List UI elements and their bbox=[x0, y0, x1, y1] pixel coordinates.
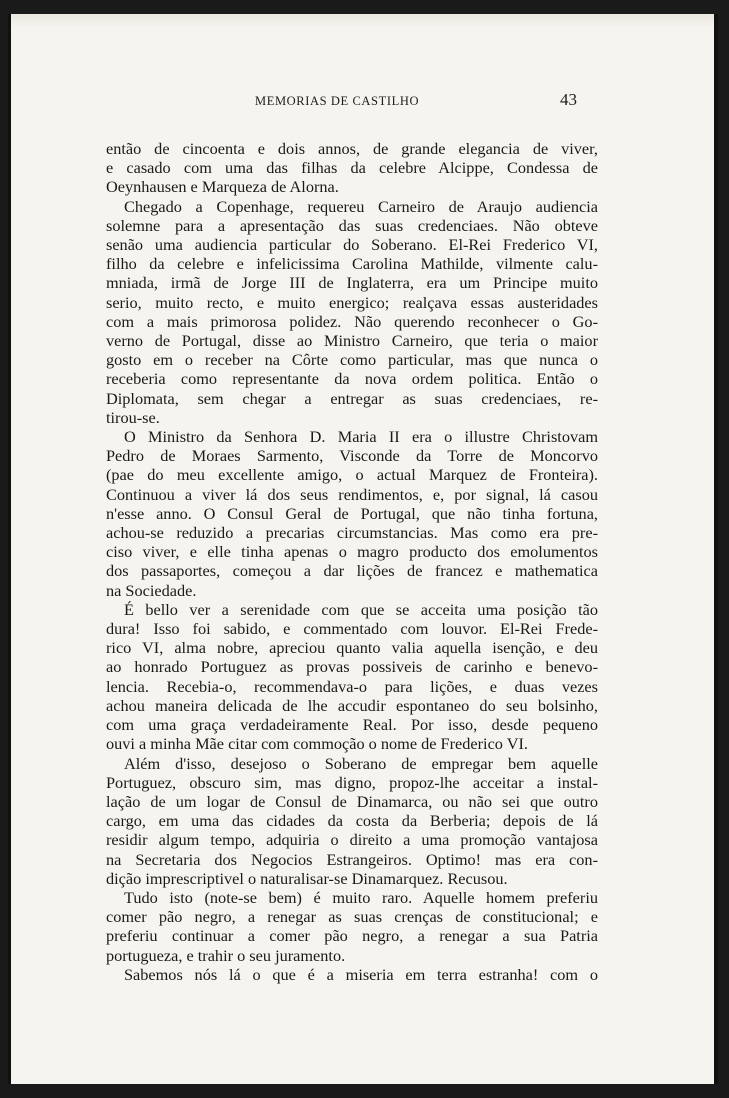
text-line: dura! Isso foi sabido, e commentado com louvor. El-Rei Frede- bbox=[106, 619, 598, 639]
text-line: Continuou a viver lá dos seus rendimentos, e, por signal, lá casou bbox=[106, 484, 598, 504]
text-line: Diplomata, sem chegar a entregar as suas credenciaes, re- bbox=[106, 388, 598, 408]
text-line: mniada, irmã de Jorge III de Inglaterra, era um Principe muito bbox=[106, 273, 598, 293]
text-line: Portuguez, obscuro sim, mas digno, propoz-lhe acceitar a instal- bbox=[106, 772, 598, 792]
text-line: na Sociedade. bbox=[106, 580, 197, 600]
text-line: achou-se reduzido a precarias circumstancias. Mas como era pre- bbox=[106, 523, 598, 543]
text-line: (pae do meu excellente amigo, o actual Marquez de Fronteira). bbox=[106, 465, 598, 485]
text-line: achou maneira delicada de lhe accudir espontaneo do seu bolsinho, bbox=[106, 695, 598, 715]
body-text bbox=[106, 139, 598, 984]
text-line: rico VI, alma nobre, apreciou quanto valia aquella isenção, e deu bbox=[106, 638, 598, 658]
text-line: Além d'isso, desejoso o Soberano de empregar bem aquelle bbox=[124, 753, 598, 773]
text-line: Oeynhausen e Marqueza de Alorna. bbox=[106, 177, 339, 197]
text-line: dos passaportes, começou a dar lições de francez e mathematica bbox=[106, 561, 598, 581]
text-line: Pedro de Moraes Sarmento, Visconde da Torre de Moncorvo bbox=[106, 446, 598, 466]
text-line: Sabemos nós lá o que é a miseria em terra estranha! com o bbox=[124, 964, 598, 984]
book-page bbox=[8, 14, 718, 1084]
text-line: então de cincoenta e dois annos, de grande elegancia de viver, bbox=[106, 139, 598, 158]
text-line: cargo, em uma das cidades da costa da Berberia; depois de lá bbox=[106, 811, 598, 831]
running-title: MEMORIAS DE CASTILHO bbox=[255, 94, 420, 108]
text-line: ouvi a minha Mãe citar com commoção o nome de Frederico VI. bbox=[106, 734, 528, 754]
page-number: 43 bbox=[560, 90, 577, 109]
text-line: na Secretaria dos Negocios Estrangeiros. Optimo! mas era con- bbox=[106, 849, 598, 869]
text-line: ciso viver, e elle tinha apenas o magro producto dos emolumentos bbox=[106, 542, 598, 562]
text-line: dição imprescriptivel o naturalisar-se Dinamarquez. Recusou. bbox=[106, 868, 508, 888]
text-line: preferiu continuar a comer pão negro, a renegar a sua Patria bbox=[106, 926, 598, 946]
text-line: senão uma audiencia particular do Soberano. El-Rei Frederico VI, bbox=[106, 235, 598, 255]
text-line: e casado com uma das filhas da celebre Alcippe, Condessa de bbox=[106, 158, 598, 178]
text-line: verno de Portugal, disse ao Ministro Carneiro, que teria o maior bbox=[106, 331, 598, 351]
text-line: portugueza, e trahir o seu juramento. bbox=[106, 945, 346, 965]
text-line: lencia. Recebia-o, recommendava-o para lições, e duas vezes bbox=[106, 676, 598, 696]
text-line: Tudo isto (note-se bem) é muito raro. Aquelle homem preferiu bbox=[124, 887, 598, 907]
text-line: serio, muito recto, e muito energico; realçava essas austeridades bbox=[106, 292, 598, 312]
text-line: É bello ver a serenidade com que se acceita uma posição tão bbox=[124, 599, 598, 619]
text-line: ao honrado Portuguez as provas possiveis de carinho e benevo- bbox=[106, 657, 598, 677]
text-line: com uma graça verdadeiramente Real. Por isso, desde pequeno bbox=[106, 715, 598, 735]
text-line: residir algum tempo, adquiria o direito a uma promoção vantajosa bbox=[106, 830, 598, 850]
text-line: com a mais primorosa polidez. Não querendo reconhecer o Go- bbox=[106, 311, 598, 331]
text-line: filho da celebre e infelicissima Carolina Mathilde, vilmente calu- bbox=[106, 254, 598, 274]
text-line: Chegado a Copenhage, requereu Carneiro de Araujo audiencia bbox=[124, 196, 598, 216]
running-header bbox=[11, 90, 714, 114]
text-line: n'esse anno. O Consul Geral de Portugal, que não tinha fortuna, bbox=[106, 503, 598, 523]
text-line: comer pão negro, a renegar as suas crenças de constitucional; e bbox=[106, 907, 598, 927]
text-line: receberia como representante da nova ordem politica. Então o bbox=[106, 369, 598, 389]
text-line: gosto em o receber na Côrte como particular, mas que nunca o bbox=[106, 350, 598, 370]
text-line: solemne para a apresentação das suas credenciaes. Não obteve bbox=[106, 215, 598, 235]
text-line: O Ministro da Senhora D. Maria II era o illustre Christovam bbox=[124, 427, 598, 447]
text-line: tirou-se. bbox=[106, 407, 160, 427]
text-line: lação de um logar de Consul de Dinamarca, ou não sei que outro bbox=[106, 791, 598, 811]
